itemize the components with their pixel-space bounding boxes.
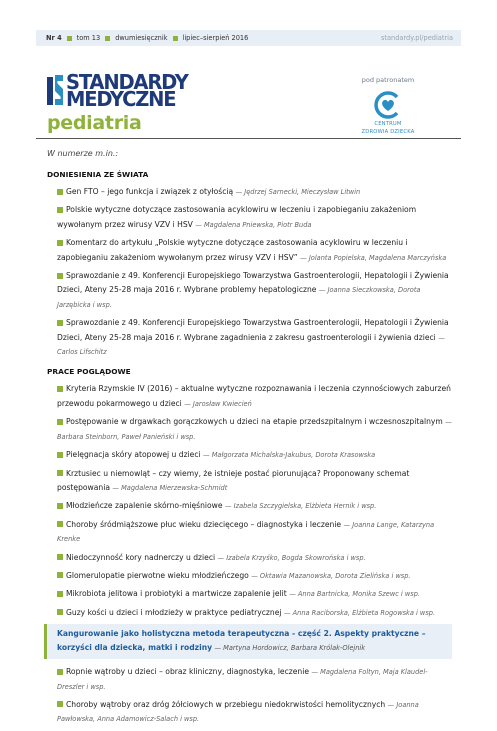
standardy-logo-icon [47,75,63,105]
article-title: Komentarz do artykułu „Polskie wytyczne dotyczące zastosowania acyklowiru w leczeniu i zapobieganiu zakażeniom wywołanym przez wirusy VZV i HSV” [57,238,408,262]
list-item[interactable] [47,467,452,496]
square-bullet-icon [57,320,63,326]
list-item[interactable] [47,587,452,601]
square-bullet-icon [57,554,63,560]
heart-c-logo-icon [373,90,403,120]
article-authors: — Joanna Sieczkowska, Dorota Jarzębicka i wsp. [57,286,421,309]
issue-info [46,34,248,42]
article-authors: — Magdalena Mierzewska-Schmidt [112,483,228,492]
article-authors: — Małgorzata Michalska-Jakubus, Dorota Krasowska [203,451,376,460]
list-item[interactable] [47,448,452,462]
square-bullet-icon [57,572,63,578]
list-item[interactable] [47,518,452,547]
article-authors: — Magdalena Pniewska, Piotr Buda [195,220,312,229]
article-authors: — Jarosław Kwiecień [184,399,252,408]
list-item[interactable] [47,382,452,411]
list-item[interactable] [47,185,452,199]
patron-org-line-1: CENTRUM [374,121,402,127]
square-bullet-icon [57,452,63,458]
article-title: Mikrobiota jelitowa i probiotyki a martwicze zapalenie jelit [66,589,287,599]
section-title-news: DONIESIENIA ZE ŚWIATA [47,170,149,179]
highlighted-article-authors: — Martyna Hordowicz, Barbara Królak-Olejnik [214,644,366,653]
article-title: Choroby śródmiąższowe płuc wieku dziecięcego – diagnostyka i leczenie [66,519,342,529]
list-item[interactable] [47,236,452,265]
square-bullet-icon [57,240,63,246]
article-authors: — Magdalena Foltyn, Maja Klaudel-Dreszler i wsp. [57,668,428,691]
article-authors: — Joanna Pawłowska, Anna Adamowicz-Salach i wsp. [57,700,419,724]
list-item[interactable] [47,569,452,583]
square-bullet-icon [57,609,63,615]
square-bullet-icon [57,386,63,392]
journal-title: pediatria [47,112,142,134]
website-link[interactable]: standardy.pl/pediatria [380,34,453,42]
square-bullet-icon [57,207,63,213]
list-item[interactable] [47,415,452,444]
article-authors: — Joanna Lange, Katarzyna Krenke [57,520,435,544]
patronage-block [352,76,424,136]
brand-line-1: STANDARDY [66,69,188,94]
article-title: Choroby wątroby oraz dróg żółciowych w przebiegu niedokrwistości hemolitycznych [66,699,386,709]
list-item[interactable] [47,499,452,513]
list-item[interactable] [47,269,452,312]
article-title: Postępowanie w drgawkach gorączkowych u dzieci na etapie przedszpitalnym i wczesnoszpitalnym [66,417,443,427]
article-authors: — Izabela Krzyśko, Bogda Skowrońska i wsp. [217,553,366,562]
square-bullet-icon [57,470,63,476]
article-authors: — Barbara Steinborn, Paweł Panieński i wsp. [57,418,452,441]
article-title: Guzy kości u dzieci i młodzieży w praktyce pediatrycznej [66,607,282,617]
list-item[interactable] [47,316,452,359]
square-bullet-icon [57,273,63,279]
square-bullet-icon [173,36,178,41]
contents-list [47,149,452,731]
list-item[interactable] [47,698,452,727]
contents-intro: W numerze m.in.: [47,149,119,158]
brand-line-2: MEDYCZNE [66,86,176,111]
article-title: Kryteria Rzymskie IV (2016) – aktualne wytyczne rozpoznawania i leczenia czynnościowych zaburzeń przewodu pokarmowego u dzieci [57,384,451,408]
square-bullet-icon [57,591,63,597]
brand-logo [66,69,188,111]
article-title: Gen FTO – jego funkcja i związek z otyłością [66,187,234,196]
square-bullet-icon [57,419,63,425]
article-authors: — Oktawia Mazanowska, Dorota Zielińska i wsp. [251,571,411,580]
article-authors: — Jędrzej Sarnecki, Mieczysław Litwin [235,188,361,196]
highlighted-article-title: Kangurowanie jako holistyczna metoda terapeutyczna - część 2. Aspekty praktyczne – korzyści dla dziecka, matki i rodziny [57,629,426,653]
article-authors: — Jolanta Popielska, Magdalena Marczyńska [300,253,447,262]
article-authors: — Izabela Szczygielska, Elżbieta Hernik i wsp. [224,502,377,511]
article-title: Ropnie wątroby u dzieci – obraz kliniczny, diagnostyka, leczenie [66,667,310,677]
square-bullet-icon [67,36,72,41]
article-title: Polskie wytyczne dotyczące zastosowania acyklowiru w leczeniu i zapobieganiu zakażeniom wywołanym przez wirusy VZV i HSV [57,205,417,229]
patron-org-line-2: ZDROWIA DZIECKA [361,129,415,135]
patronage-label: pod patronatem [361,76,415,84]
period: lipiec–sierpień 2016 [182,34,249,42]
list-item[interactable] [47,665,452,694]
frequency: dwumiesięcznik [115,34,168,42]
header-bar [36,30,461,46]
square-bullet-icon [57,503,63,509]
square-bullet-icon [105,36,110,41]
list-item[interactable] [47,606,452,620]
volume: tom 13 [76,34,101,42]
square-bullet-icon [57,189,63,195]
article-title: Młodzieńcze zapalenie skórno-mięśniowe [66,501,223,511]
list-item[interactable] [47,203,452,232]
issue-number: Nr 4 [46,34,62,42]
section-title-reviews: PRACE POGLĄDOWE [47,367,131,377]
article-title: Pielęgnacja skóry atopowej u dzieci [66,450,201,460]
header-divider [36,138,461,139]
square-bullet-icon [57,669,63,675]
article-authors: — Anna Raciborska, Elżbieta Rogowska i wsp. [283,608,436,617]
article-title: Krztusiec u niemowląt – czy wiemy, że istnieje postać piorunująca? Proponowany schemat postępowania [57,468,410,492]
article-authors: — Carlos Lifschitz [57,333,445,357]
list-item[interactable] [47,551,452,565]
article-title: Niedoczynność kory nadnerczy u dzieci [66,552,216,562]
square-bullet-icon [57,521,63,527]
square-bullet-icon [57,701,63,707]
article-authors: — Anna Bartnicka, Monika Szewc i wsp. [289,590,420,599]
article-title: Sprawozdanie z 49. Konferencji Europejskiego Towarzystwa Gastroenterologii, Hepatologii i Żywienia Dzieci, Ateny 25-28 maja 2016 r. Wybrane zagadnienia z zakresu gastroenterologii i żywienia dzieci [57,318,449,342]
highlighted-article[interactable] [44,624,452,659]
article-title: Sprawozdanie z 49. Konferencji Europejskiego Towarzystwa Gastroenterologii, Hepatologii i Żywienia Dzieci, Ateny 25-28 maja 2016 r. Wybrane problemy hepatologiczne [57,271,449,295]
article-title: Glomerulopatie pierwotne wieku młodzieńczego [66,570,249,580]
